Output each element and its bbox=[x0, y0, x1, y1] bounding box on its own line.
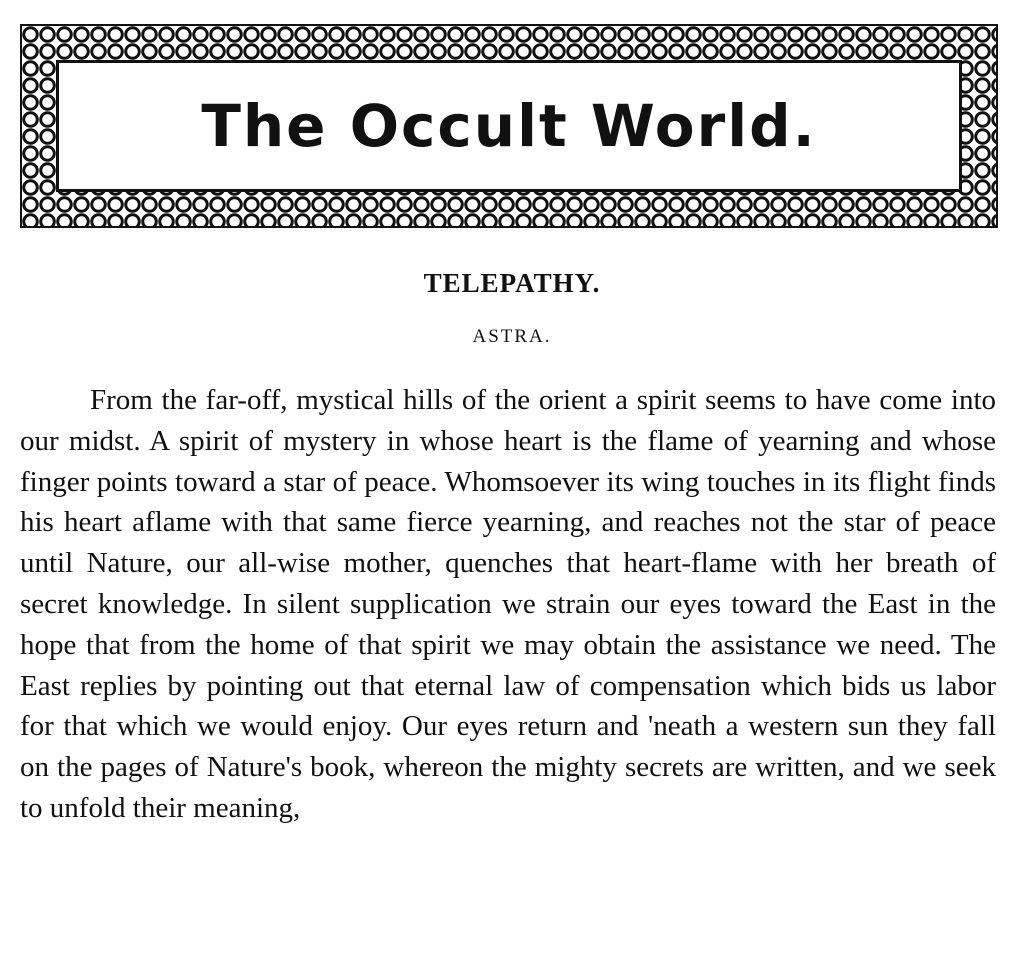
masthead-title: The Occult World. bbox=[201, 92, 817, 160]
masthead-border bbox=[20, 24, 998, 228]
article-heading: TELEPATHY. bbox=[423, 268, 601, 298]
masthead-panel bbox=[56, 60, 962, 192]
article-author: ASTRA. bbox=[472, 326, 552, 347]
article-body: From the far-off, mystical hills of the orient a spirit seems to have come into our midst. A spirit of mystery in whose heart is the flame of yearning and whose finger points toward a star of peace. Whomsoever its wing touches in its flight finds his heart aflame with that same fierce yearning, and reaches not the star of peace until Nature, our all-wise mother, quenches that heart-flame with her breath of secret knowledge. In silent supplication we strain our eyes toward the East in the hope that from the home of that spirit we may obtain the assistance we need. The East replies by pointing out that eternal law of compensation which bids us labor for that which we would enjoy. Our eyes return and 'neath a western sun they fall on the pages of Nature's book, whereon the mighty secrets are written, and we seek to unfold their meaning, bbox=[20, 384, 996, 824]
